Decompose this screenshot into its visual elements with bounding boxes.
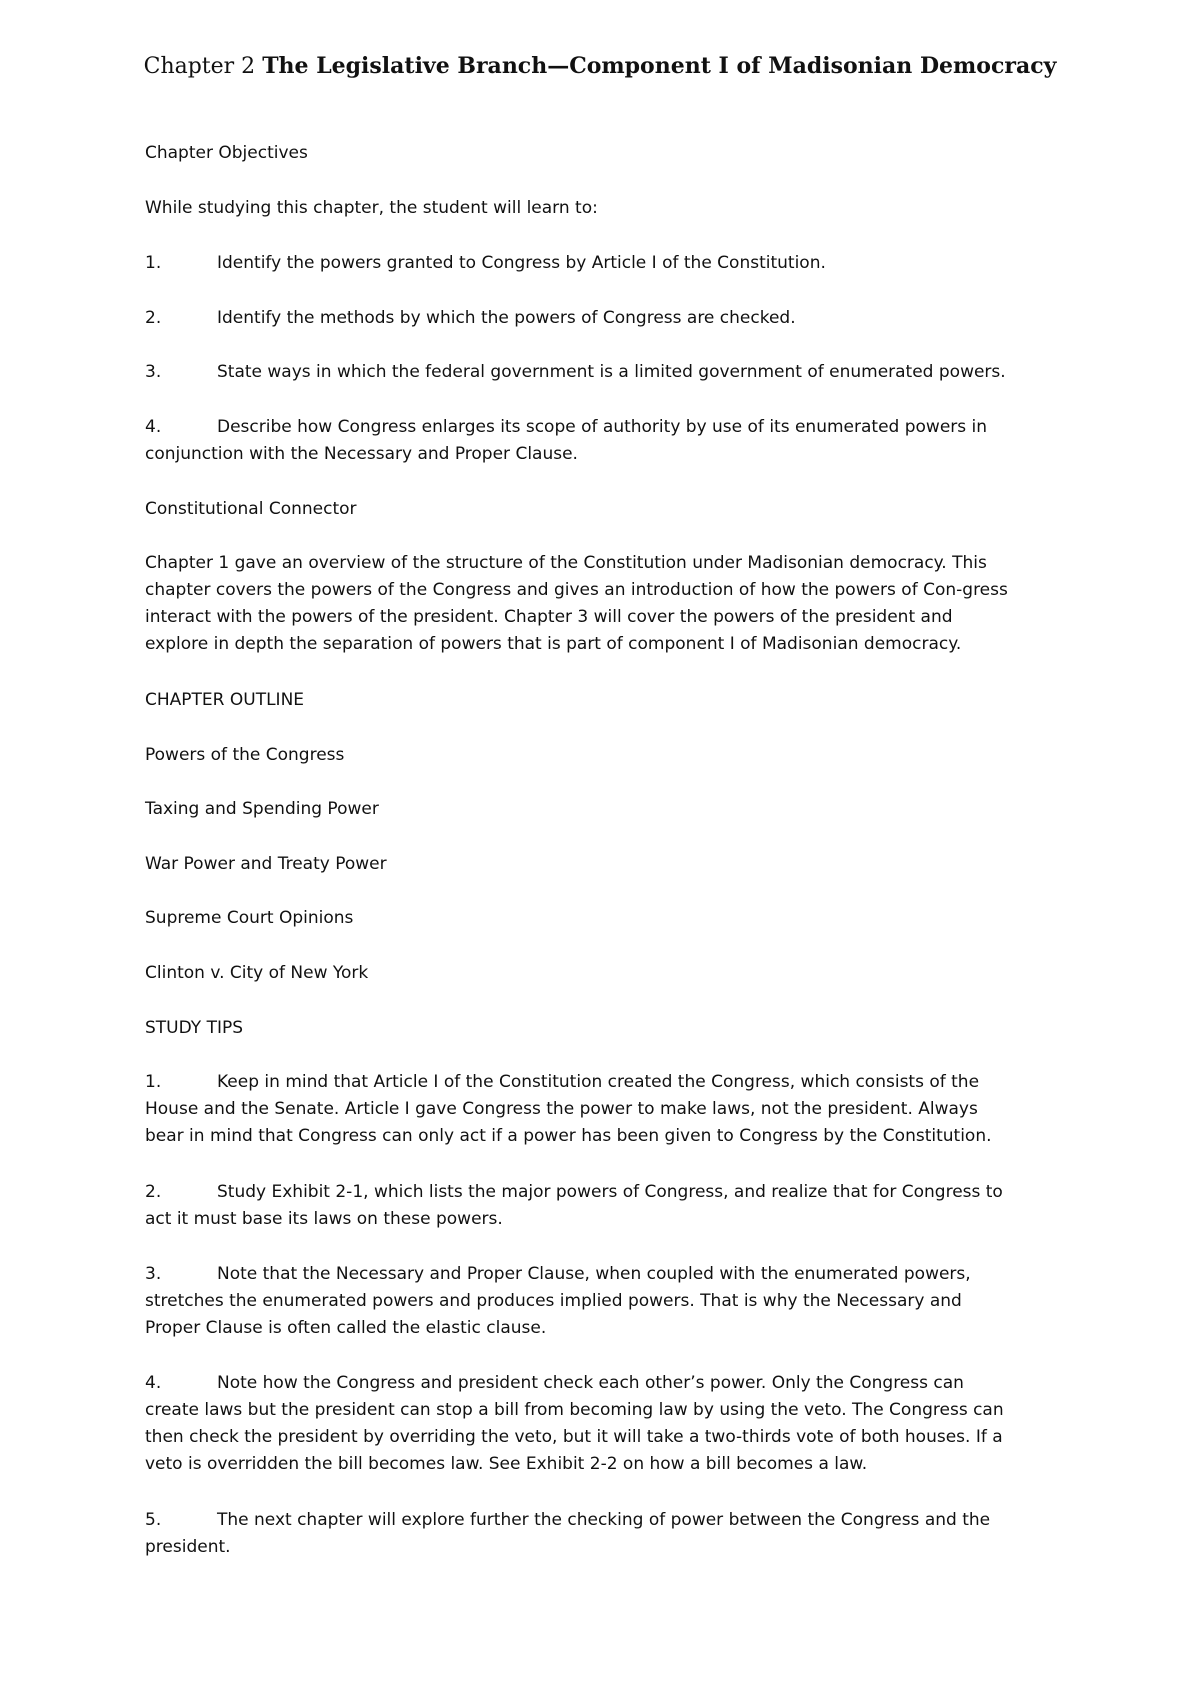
tip-text-continued: bear in mind that Congress can only act if a power has been given to Congress by the Constitution.: [145, 1126, 992, 1146]
chapter-prefix: Chapter 2: [143, 54, 256, 79]
objectives-heading: Chapter Objectives: [145, 143, 308, 163]
tip-text-continued: act it must base its laws on these powers.: [145, 1209, 503, 1229]
objective-item-3: [145, 359, 1085, 386]
tip-text-continued: create laws but the president can stop a bill from becoming law by using the veto. The Congress can: [145, 1400, 1004, 1420]
objective-item-2: [145, 305, 1085, 332]
tip-number: 4.: [145, 1373, 162, 1393]
objective-text: State ways in which the federal government is a limited government of enumerated powers.: [217, 362, 1006, 382]
tip-number: 1.: [145, 1072, 162, 1092]
chapter-title: The Legislative Branch—Component I of Madisonian Democracy: [262, 53, 1057, 79]
objective-number: 1.: [145, 253, 162, 273]
connector-line: chapter covers the powers of the Congress and gives an introduction of how the powers of Con-gress: [145, 580, 1008, 600]
objective-item-4: [145, 414, 1085, 468]
objective-number: 2.: [145, 308, 162, 328]
connector-paragraph: [145, 550, 1075, 658]
outline-item: Clinton v. City of New York: [145, 963, 369, 983]
connector-line: Chapter 1 gave an overview of the structure of the Constitution under Madisonian democracy. This: [145, 553, 987, 573]
tip-text: Note how the Congress and president check each other’s power. Only the Congress can: [217, 1373, 964, 1393]
tip-text: Keep in mind that Article I of the Constitution created the Congress, which consists of the: [217, 1072, 980, 1092]
tip-text: The next chapter will explore further the checking of power between the Congress and the: [217, 1510, 991, 1530]
tip-number: 2.: [145, 1182, 162, 1202]
outline-item: Taxing and Spending Power: [145, 799, 379, 819]
study-tip-item-2: [145, 1179, 1085, 1233]
tip-text-continued: Proper Clause is often called the elastic clause.: [145, 1318, 547, 1338]
objective-text: Identify the methods by which the powers of Congress are checked.: [217, 308, 796, 328]
connector-line: explore in depth the separation of powers that is part of component I of Madisonian democracy.: [145, 634, 962, 654]
outline-item: Powers of the Congress: [145, 745, 345, 765]
objective-text: Identify the powers granted to Congress by Article I of the Constitution.: [217, 253, 826, 273]
tip-text: Note that the Necessary and Proper Clause, when coupled with the enumerated powers,: [217, 1264, 971, 1284]
tip-text-continued: then check the president by overriding the veto, but it will take a two-thirds vote of both houses. If a: [145, 1427, 1003, 1447]
objective-item-1: [145, 250, 1085, 277]
study-tip-item-1: [145, 1069, 1085, 1150]
study-tip-item-4: [145, 1370, 1085, 1478]
study-tips-heading: STUDY TIPS: [145, 1018, 244, 1038]
tip-number: 5.: [145, 1510, 162, 1530]
tip-text-continued: veto is overridden the bill becomes law. See Exhibit 2-2 on how a bill becomes a law.: [145, 1454, 868, 1474]
study-tip-item-5: [145, 1507, 1085, 1561]
tip-text-continued: president.: [145, 1537, 231, 1557]
tip-text-continued: stretches the enumerated powers and produces implied powers. That is why the Necessary and: [145, 1291, 962, 1311]
tip-text-continued: House and the Senate. Article I gave Congress the power to make laws, not the president. Always: [145, 1099, 978, 1119]
page-title: [0, 52, 1200, 81]
connector-heading: Constitutional Connector: [145, 499, 357, 519]
objective-text: Describe how Congress enlarges its scope of authority by use of its enumerated powers in: [217, 417, 988, 437]
study-tip-item-3: [145, 1261, 1085, 1342]
objective-number: 3.: [145, 362, 162, 382]
tip-number: 3.: [145, 1264, 162, 1284]
objective-number: 4.: [145, 417, 162, 437]
connector-line: interact with the powers of the president. Chapter 3 will cover the powers of the president and: [145, 607, 953, 627]
objective-text-continued: conjunction with the Necessary and Proper Clause.: [145, 444, 578, 464]
outline-item: War Power and Treaty Power: [145, 854, 387, 874]
objectives-intro: While studying this chapter, the student will learn to:: [145, 198, 598, 218]
tip-text: Study Exhibit 2-1, which lists the major powers of Congress, and realize that for Congress to: [217, 1182, 1003, 1202]
outline-item: Supreme Court Opinions: [145, 908, 354, 928]
outline-heading: CHAPTER OUTLINE: [145, 690, 305, 710]
